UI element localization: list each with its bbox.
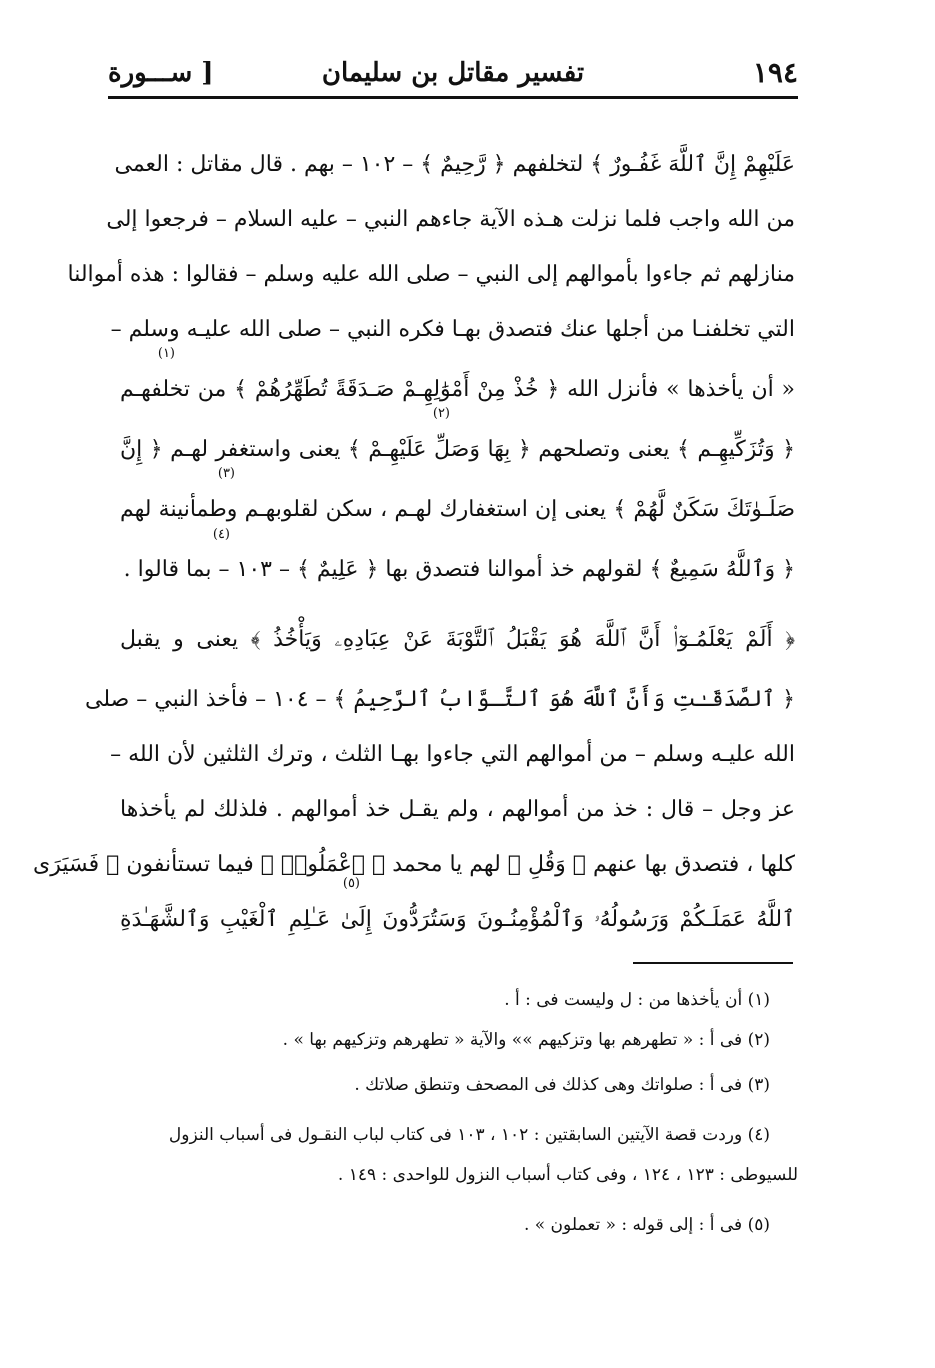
- note-marker: (٤): [212, 527, 230, 542]
- note-marker: (٢): [432, 406, 450, 421]
- note-marker: (٣): [217, 466, 235, 481]
- text-line: ﴿ وَتُزَكِّيهِـم ﴾ يعنى وتصلحهم ﴿ بِهَا وَصَلِّ عَلَيْهِـمْ ﴾ يعنى واستغفر لهـم ﴿ إِنَّ: [120, 437, 795, 462]
- footnote: (١) أن يأخذها من : ل وليست فى : أ .: [504, 990, 770, 1010]
- text-line: عز وجل – قال : خذ من أموالهم ، ولم يقـل خذ أموالهم . فلذلك لم يأخذها: [120, 797, 795, 822]
- footnote: (٥) فى أ : إلى قوله : « تعملون » .: [523, 1215, 770, 1235]
- header-rule: [108, 96, 798, 99]
- note-marker: (٥): [342, 876, 360, 891]
- text-line: صَلَـوٰتَكَ سَكَنٌ لَّهُمْ ﴾ يعنى إن استغفارك لهـم ، سكن لقلوبهـم وطمأنينة لهم: [120, 497, 795, 522]
- page-header: [108, 52, 798, 92]
- text-line: « أن يأخذها » فأنزل الله ﴿ خُذْ مِنْ أَمْوَٰلِهِـمْ صَـدَقَةً تُطَهِّرُهُمْ ﴾ من تخلفهـم: [120, 377, 795, 402]
- text-line: كلها ، فتصدق بها عنهم ﴿ وَقُلِ ﴾ لهم يا محمد ﴿ ٱعْمَلُوا۟ ﴾ فيما تستأنفون ﴿ فَسَيَرَى: [32, 852, 795, 877]
- page-number: ١٩٤: [752, 56, 798, 89]
- text-line: ﴿ وَٱللَّهُ سَمِيعٌ ﴾ لقولهم خذ أموالنا فتصدق بها ﴿ عَلِيمٌ ﴾ – ١٠٣ – بما قالوا .: [123, 557, 795, 582]
- text-line: الله عليـه وسلم – من أموالهم التي جاءوا بهـا الثلث ، وترك الثلثين لأن الله –: [110, 742, 795, 767]
- text-line: عَلَيْهِمْ إِنَّ ٱللَّهَ غَفُـورٌ ﴾ لتخلفهم ﴿ رَّحِيمٌ ﴾ – ١٠٢ – بهم . قال مقاتل : العمى: [114, 152, 795, 177]
- text-line: من الله واجب فلما نزلت هـذه الآية جاءهم النبي – عليه السلام – فرجعوا إلى: [106, 207, 795, 232]
- footnote-continuation: للسيوطى : ١٢٣ ، ١٢٤ ، وفى كتاب أسباب النزول للواحدى : ١٤٩ .: [337, 1165, 798, 1185]
- running-title: تفسير مقاتل بن سليمان: [321, 58, 585, 88]
- main-text: [32, 135, 795, 955]
- text-line: التي تخلفنـا من أجلها عنك فتصدق بهـا فكره النبي – صلى الله عليـه وسلم –: [110, 317, 795, 342]
- footnote: (٤) وردت قصة الآيتين السابقتين : ١٠٢ ، ١٠٣ فى كتاب لباب النقـول فى أسباب النزول: [168, 1125, 770, 1145]
- footnote-rule: [633, 962, 793, 964]
- surah-label: [ ســـورة: [108, 58, 214, 88]
- text-line: ﴿ ٱلصَّدَقَـٰتِ وَأَنَّ ٱللَّهَ هُوَ ٱلتَّـوَّابُ ٱلرَّحِيمُ ﴾ – ١٠٤ – فأخذ النبي – صلى: [85, 687, 795, 712]
- text-line: ﴿ أَلَمْ يَعْلَمُـوٓا۟ أَنَّ ٱللَّهَ هُوَ يَقْبَلُ ٱلتَّوْبَةَ عَنْ عِبَادِهِۦ وَيَأْخُذُ ﴾ يعنى و يقبل: [120, 627, 795, 652]
- note-marker: (١): [157, 346, 175, 361]
- text-line: ٱللَّهُ عَمَلَـكُمْ وَرَسُولُهُۥ وَٱلْمُؤْمِنُـونَ وَسَتُرَدُّونَ إِلَىٰ عَـٰلِمِ ٱلْغَيْبِ وَٱلشَّهَـٰدَةِ: [120, 907, 795, 932]
- footnote: (٢) فى أ : « تطهرهم بها وتزكيهم »» والآية « تطهرهم وتزكيهم بها » .: [282, 1030, 770, 1050]
- footnote: (٣) فى أ : صلواتك وهى كذلك فى المصحف وتنطق صلاتك .: [354, 1075, 770, 1095]
- text-line: منازلهم ثم جاءوا بأموالهم إلى النبي – صلى الله عليه وسلم – فقالوا : هذه أموالنا: [67, 262, 795, 287]
